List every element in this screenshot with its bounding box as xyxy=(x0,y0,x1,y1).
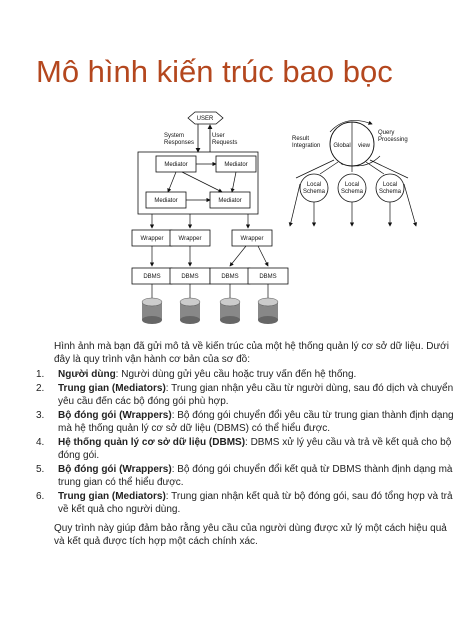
list-item: 2. Trung gian (Mediators): Trung gian nhận yêu cầu từ người dùng, sau đó dịch và chuyển yêu cầu đến các bộ đóng gói phù hợp. xyxy=(36,383,454,407)
page-title: Mô hình kiến trúc bao bọc xyxy=(36,54,393,89)
body-text xyxy=(36,340,456,548)
mediator-box-2 xyxy=(216,156,256,172)
steps-list xyxy=(36,368,456,516)
svg-text:Wrapper: Wrapper xyxy=(140,236,164,242)
local-schema-node-2 xyxy=(338,174,366,202)
svg-text:DBMS: DBMS xyxy=(259,274,277,280)
list-item: 1. Người dùng: Người dùng gửi yêu cầu hoặc truy vấn đến hệ thống. xyxy=(36,369,357,380)
list-item: 3. Bộ đóng gói (Wrappers): Bộ đóng gói chuyển đổi yêu cầu từ trung gian thành định dạng mà hệ thống quản lý cơ sở dữ liệu (DBMS) có thể hiểu được. xyxy=(36,410,454,434)
intro-paragraph: Hình ảnh mà bạn đã gửi mô tả về kiến trúc của một hệ thống quản lý cơ sở dữ liệu. Dưới đây là quy trình vận hành cơ bản của sơ đồ: xyxy=(54,341,449,365)
svg-text:Mediator: Mediator xyxy=(154,198,178,204)
user-requests-label-line2: Requests xyxy=(212,140,238,146)
wrapper-box-1 xyxy=(132,230,172,246)
svg-text:Schema: Schema xyxy=(378,189,402,195)
database-icon xyxy=(180,298,200,324)
svg-text:Schema: Schema xyxy=(302,189,326,195)
svg-text:DBMS: DBMS xyxy=(143,274,161,280)
list-item: 6. Trung gian (Mediators): Trung gian nhận kết quả từ bộ đóng gói, sau đó tổng hợp và trả về kết quả cho người dùng. xyxy=(36,491,453,515)
svg-text:Local: Local xyxy=(382,182,398,188)
system-responses-label-line2: Responses xyxy=(164,140,195,146)
mediator-box-4 xyxy=(210,192,250,208)
user-node xyxy=(188,112,223,124)
dbms-box-3 xyxy=(210,268,250,284)
database-icon xyxy=(220,298,240,324)
wrapper-box-2 xyxy=(170,230,210,246)
user-label: USER xyxy=(196,116,214,122)
global-label: Global xyxy=(333,143,351,149)
svg-text:Schema: Schema xyxy=(340,189,364,195)
svg-text:Mediator: Mediator xyxy=(224,162,248,168)
dbms-box-4 xyxy=(248,268,288,284)
view-label: view xyxy=(357,143,371,149)
svg-text:Local: Local xyxy=(344,182,360,188)
svg-text:DBMS: DBMS xyxy=(181,274,199,280)
database-icon xyxy=(142,298,162,324)
architecture-diagram xyxy=(112,104,442,330)
system-responses-label-line1: System xyxy=(164,133,185,139)
database-icon xyxy=(258,298,278,324)
user-requests-label-line1: User xyxy=(212,133,225,139)
svg-text:Local: Local xyxy=(306,182,322,188)
wrapper-box-3 xyxy=(232,230,272,246)
result-integration-line1: Result xyxy=(292,136,310,142)
svg-text:DBMS: DBMS xyxy=(221,274,239,280)
local-schema-node-1 xyxy=(300,174,328,202)
outro-paragraph: Quy trình này giúp đảm bảo rằng yêu cầu của người dùng được xử lý một cách hiệu quả và kết quả được tích hợp một cách chính xác. xyxy=(54,523,447,547)
svg-text:Wrapper: Wrapper xyxy=(240,236,264,242)
dbms-box-1 xyxy=(132,268,172,284)
svg-text:Mediator: Mediator xyxy=(218,198,242,204)
mediator-box-1 xyxy=(156,156,196,172)
local-schema-node-3 xyxy=(376,174,404,202)
list-item: 5. Bộ đóng gói (Wrappers): Bộ đóng gói chuyển đổi kết quả từ DBMS thành định dạng mà trung gian có thể hiểu được. xyxy=(36,464,453,488)
global-view-node xyxy=(330,122,374,166)
query-processing-line2: Processing xyxy=(378,137,408,143)
result-integration-line2: Integration xyxy=(292,143,321,149)
list-item: 4. Hệ thống quản lý cơ sở dữ liệu (DBMS): DBMS xử lý yêu cầu và trả về kết quả cho bộ đóng gói. xyxy=(36,437,452,461)
dbms-box-2 xyxy=(170,268,210,284)
svg-text:Mediator: Mediator xyxy=(164,162,188,168)
svg-text:Wrapper: Wrapper xyxy=(178,236,202,242)
mediator-box-3 xyxy=(146,192,186,208)
query-processing-line1: Query xyxy=(378,130,395,136)
